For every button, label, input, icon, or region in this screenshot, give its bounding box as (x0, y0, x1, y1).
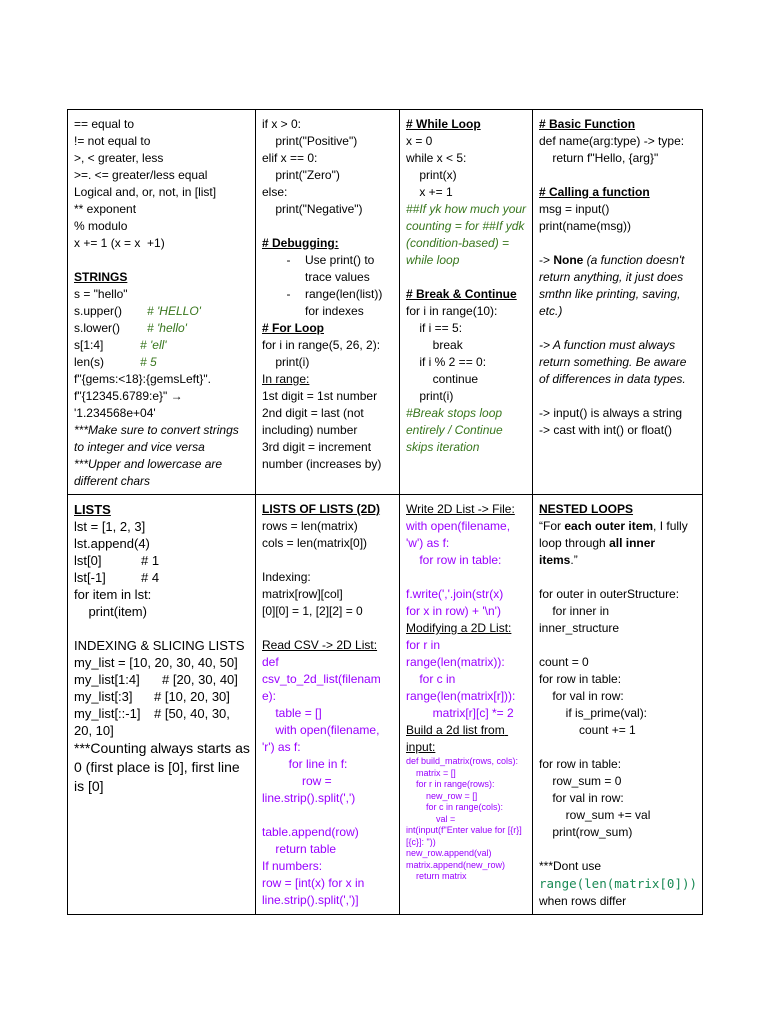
write-file-heading: Write 2D List -> File: (406, 502, 515, 516)
note-suffix: when rows differ (539, 877, 701, 908)
debugging-heading: # Debugging: (262, 236, 339, 250)
table-row (68, 110, 703, 495)
code-line: for val in row: (539, 791, 624, 805)
quote-part: , I fully loop through (539, 519, 692, 550)
code-line: for item in lst: (74, 587, 152, 602)
text-line: == equal to (74, 117, 135, 131)
text-line: f"{gems:<18}:{gemsLeft}". (74, 372, 211, 386)
code-line: else: (262, 185, 288, 199)
list-item (262, 269, 394, 286)
code-line: cols = len(matrix[0]) (262, 536, 368, 550)
code-line: lst.append(4) (74, 536, 150, 551)
code-line: count += 1 (539, 723, 636, 737)
strings-heading: STRINGS (74, 270, 128, 284)
none-description: (a function doesn't return anything, it just does smthn like printing, saving, etc.) (539, 253, 688, 318)
code-line: if i % 2 == 0: (406, 355, 487, 369)
cell-write-modify-build (400, 495, 533, 915)
code-line: range(len(matrix)): (406, 655, 505, 669)
code-text: s.upper() (74, 304, 123, 318)
code-text: my_list[::-1] (74, 706, 141, 721)
code-line: row = [int(x) for x in (262, 876, 365, 890)
code-line: if is_prime(val): (539, 706, 648, 720)
code-line: [0][0] = 1, [2][2] = 0 (262, 604, 363, 618)
code-line: line.strip().split(',')] (262, 893, 359, 907)
code-comment: # 4 (141, 570, 160, 585)
cell-nested-loops (533, 495, 703, 915)
code-text: s[1:4] (74, 338, 104, 352)
lists-heading: LISTS (74, 502, 111, 517)
code-line: line.strip().split(',') (262, 791, 356, 805)
code-line: while x < 5: (406, 151, 467, 165)
quote-part: .” (570, 553, 578, 567)
quote-bold: all inner items (539, 536, 659, 567)
code-line: if x > 0: (262, 117, 302, 131)
text-line: Indexing: (262, 570, 311, 584)
note-text: ***Dont use (539, 859, 602, 873)
code-line: continue (406, 372, 479, 386)
bullet-dash: - (286, 253, 291, 267)
code-line: for line in f: (262, 757, 348, 771)
list-item (262, 252, 394, 269)
text-line: >=. <= greater/less equal (74, 168, 208, 182)
text-line: Logical and, or, not, in [list] (74, 185, 217, 199)
lists-of-lists-heading: LISTS OF LISTS (2D) (262, 502, 381, 516)
text-line: 3rd digit = increment number (increases by) (262, 440, 382, 471)
quote-text (539, 518, 697, 569)
code-line: def name(arg:type) -> type: (539, 134, 685, 148)
code-line: table.append(row) (262, 825, 359, 839)
code-line: my_list = [10, 20, 30, 40, 50] (74, 655, 238, 670)
code-line: with open(filename, 'r') as f: (262, 723, 383, 754)
code-comment: # [10, 20, 30] (154, 689, 230, 704)
code-line: if i == 5: (406, 321, 463, 335)
break-continue-heading: # Break & Continue (406, 287, 517, 301)
bullet-text: Use print() to (305, 253, 375, 267)
code-line: print("Negative") (262, 202, 363, 216)
cell-lists-of-lists (256, 495, 400, 915)
code-line: print("Zero") (262, 168, 340, 182)
text-line: x += 1 (x = x +1) (74, 236, 165, 250)
text-line: 2nd digit = last (not including) number (262, 406, 368, 437)
text-line: >, < greater, less (74, 151, 164, 165)
calling-function-heading: # Calling a function (539, 185, 650, 199)
bullet-text: trace values (305, 270, 370, 284)
code-line: lst = [1, 2, 3] (74, 519, 146, 534)
for-loop-heading: # For Loop (262, 321, 324, 335)
text-line: '1.234568e+04' (74, 406, 156, 420)
cell-operators-strings (68, 110, 256, 495)
code-line: print(i) (406, 389, 454, 403)
note-text: ***Counting always starts as 0 (first place is [0], first line is [0] (74, 740, 254, 794)
code-line: range(len(matrix[r])): (406, 689, 516, 703)
code-comment: # 'HELLO' (147, 304, 201, 318)
build-heading: Build a 2d list from input: (406, 723, 509, 754)
note-text: -> A function must always return something. Be aware of differences in data types. (539, 338, 690, 386)
code-line: for x in row) + '\n') (406, 604, 501, 618)
code-line: for c in (406, 672, 456, 686)
code-line: table = [] (262, 706, 322, 720)
code-line: rows = len(matrix) (262, 519, 358, 533)
code-line: for row in table: (539, 757, 622, 771)
table-row (68, 495, 703, 915)
note-text: ***Make sure to convert strings to integer and vice versa (74, 423, 243, 454)
cell-while-break (400, 110, 533, 495)
code-comment: # [20, 30, 40] (162, 672, 238, 687)
modify-heading: Modifying a 2D List: (406, 621, 512, 635)
code-line: for i in range(5, 26, 2): (262, 338, 381, 352)
note-text (539, 252, 697, 320)
text-line: ** exponent (74, 202, 137, 216)
code-line: for r in (406, 638, 441, 652)
code-comment: # 'ell' (140, 338, 167, 352)
code-line: matrix[row][col] (262, 587, 343, 601)
code-line: print("Positive") (262, 134, 358, 148)
code-text: lst[-1] (74, 570, 106, 585)
cheat-sheet-table (67, 109, 703, 915)
quote-part: “For (539, 519, 565, 533)
code-line: row_sum = 0 (539, 774, 622, 788)
code-line: for i in range(10): (406, 304, 498, 318)
code-snippet: range(len(matrix[0]) (539, 876, 690, 891)
code-line: return table (262, 842, 337, 856)
bullet-dash: - (286, 287, 291, 301)
code-block: def build_matrix(rows, cols): matrix = [] for r in range(rows): new_row = [] for c in range(cols): val = int(input(f"Enter value for [{r}][{c}]: ")) new_row.append(val) matrix.append(new_row) return matrix (406, 756, 522, 881)
note-text: -> cast with int() or float() (539, 423, 673, 437)
text-line: % modulo (74, 219, 128, 233)
code-comment: ##If yk how much your counting = for ##If ydk (condition-based) = while loop (406, 202, 530, 267)
arrow-prefix: -> (539, 253, 554, 267)
cell-conditionals-for (256, 110, 400, 495)
code-line: count = 0 (539, 655, 589, 669)
code-line: for row in table: (406, 553, 502, 567)
code-comment: # [50, 40, 30, 20, 10] (74, 706, 234, 738)
code-line: elif x == 0: (262, 151, 318, 165)
code-line: matrix[r][c] *= 2 (406, 706, 514, 720)
bullet-text: range(len(list)) (305, 287, 383, 301)
code-line: with open(filename, (406, 519, 511, 533)
code-text: s.lower() (74, 321, 121, 335)
code-comment: # 'hello' (147, 321, 187, 335)
code-line: print(i) (262, 355, 310, 369)
list-item (262, 286, 394, 303)
code-line: If numbers: (262, 859, 323, 873)
text-line: != not equal to (74, 134, 151, 148)
code-line: inner_structure (539, 621, 620, 635)
code-comment: # 5 (140, 355, 157, 369)
code-line: print(x) (406, 168, 457, 182)
none-keyword: None (553, 253, 584, 267)
note-text (539, 875, 701, 910)
code-comment: #Break stops loop entirely / Continue skips iteration (406, 406, 507, 454)
bullet-text: for indexes (305, 304, 364, 318)
code-line: x += 1 (406, 185, 453, 199)
code-line: print(name(msg)) (539, 219, 632, 233)
code-line: x = 0 (406, 134, 433, 148)
code-line: row = (262, 774, 332, 788)
code-line: for outer in outerStructure: (539, 587, 680, 601)
code-line: for inner in (539, 604, 610, 618)
read-csv-heading: Read CSV -> 2D List: (262, 638, 378, 652)
text-line: f"{12345.6789:e}" → (74, 389, 183, 403)
code-line: return f"Hello, {arg}" (539, 151, 659, 165)
in-range-label: In range: (262, 372, 310, 386)
cell-functions (533, 110, 703, 495)
code-text: my_list[:3] (74, 689, 133, 704)
code-line: f.write(','.join(str(x) (406, 587, 504, 601)
code-comment: # 1 (141, 553, 160, 568)
code-text: my_list[1:4] (74, 672, 140, 687)
code-text: len(s) (74, 355, 105, 369)
text-line: s = "hello" (74, 287, 128, 301)
code-line: for row in table: (539, 672, 622, 686)
quote-bold: each outer item (564, 519, 654, 533)
nested-loops-heading: NESTED LOOPS (539, 502, 634, 516)
note-text: -> input() is always a string (539, 406, 683, 420)
cell-lists (68, 495, 256, 915)
list-item (262, 303, 394, 320)
code-line: msg = input() (539, 202, 610, 216)
slicing-heading: INDEXING & SLICING LISTS (74, 638, 245, 653)
code-line: break (406, 338, 463, 352)
code-line: csv_to_2d_list(filename): (262, 672, 381, 703)
code-line: print(row_sum) (539, 825, 633, 839)
code-line: print(item) (74, 604, 147, 619)
while-loop-heading: # While Loop (406, 117, 481, 131)
code-line: for val in row: (539, 689, 624, 703)
basic-function-heading: # Basic Function (539, 117, 636, 131)
code-line: row_sum += val (539, 808, 651, 822)
code-line: def (262, 655, 279, 669)
text-line: 1st digit = 1st number (262, 389, 378, 403)
code-snippet: ) (689, 876, 698, 891)
note-text: ***Upper and lowercase are different chars (74, 457, 226, 488)
code-line: 'w') as f: (406, 536, 450, 550)
code-text: lst[0] (74, 553, 102, 568)
